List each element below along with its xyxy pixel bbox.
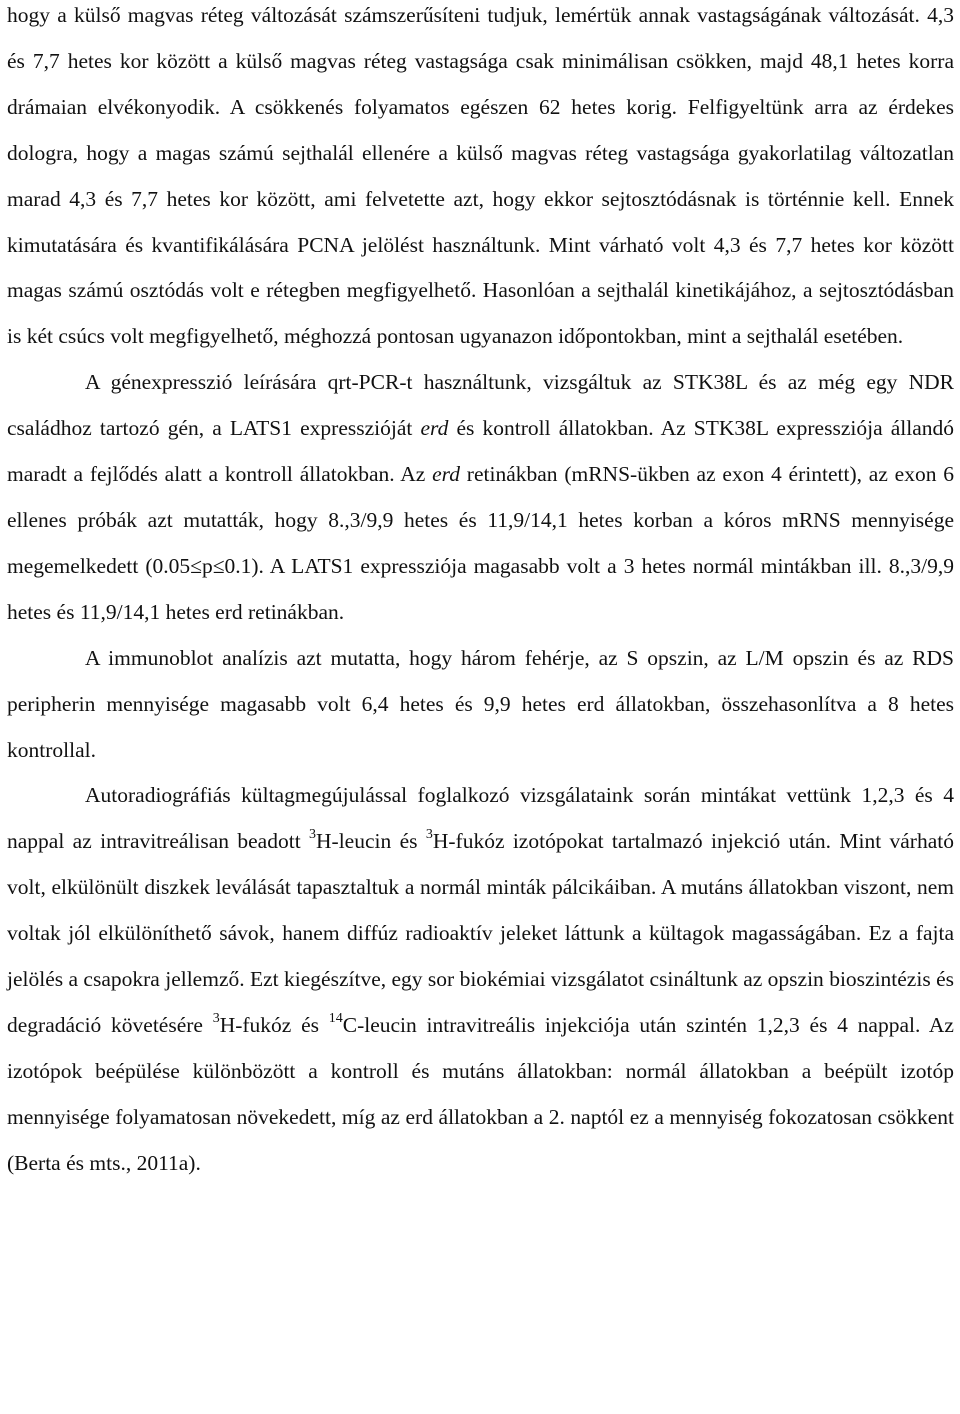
paragraph-gene-expression-text-b: és kontroll állatokban. Az STK38L expressziója állandó maradt a fejlődés alatt a kontroll állatokban. Az <box>7 416 955 487</box>
isotope-superscript-3: 3 <box>212 1010 220 1026</box>
paragraph-outer-nuclear-layer: hogy a külső magvas réteg változását számszerűsíteni tudjuk, lemértük annak vastagságának változását. 4,3 és 7,7 hetes kor között a külső magvas réteg vastagsága csak minimálisan csökken, majd 48,1 hetes korra drámaian elvékonyodik. A csökkenés folyamatos egészen 62 hetes korig. Felfigyeltünk arra az érdekes dologra, hogy a magas számú sejthalál ellenére a külső magvas réteg vastagsága gyakorlatilag változatlan marad 4,3 és 7,7 hetes kor között, ami felvetette azt, hogy ekkor sejtosztódásnak is történnie kell. Ennek kimutatására és kvantifikálására PCNA jelölést használtunk. Mint várható volt 4,3 és 7,7 hetes kor között magas számú osztódás volt e rétegben megfigyelhető. Hasonlóan a sejthalál kinetikájához, a sejtosztódásban is két csúcs volt megfigyelhető, méghozzá pontosan ugyanazon időpontokban, mint a sejthalál esetében. <box>7 3 954 349</box>
paragraph-autoradiography <box>7 773 954 1186</box>
paragraph-autoradiography-text-c: H-fukóz izotópokat tartalmazó injekció után. Mint várható volt, elkülönült diszkek leválását tapasztaltuk a normál minták pálcikáiban. A mutáns állatokban viszont, nem voltak jól elkülöníthető sávok, hanem diffúz radioaktív jeleket láttunk a kültagok magasságában. Ez a fajta jelölés a csapokra jellemző. Ezt kiegészítve, egy sor biokémiai vizsgálatot csináltunk az opszin bioszintézis és degradáció követésére <box>7 829 954 1037</box>
isotope-superscript-2: 3 <box>425 827 433 843</box>
paragraph-gene-expression <box>7 360 954 635</box>
paragraph-autoradiography-text-d: H-fukóz és <box>219 1012 329 1037</box>
paragraph-autoradiography-text-b: H-leucin és <box>316 829 426 854</box>
paragraph-gene-expression-text-c: retinákban (mRNS-ükben az exon 4 érintett), az exon 6 ellenes próbák azt mutatták, hogy 8.,3/9,9 hetes és 11,9/14,1 hetes korban a kóros mRNS mennyisége megemelkedett (0.05≤p≤0.1). A LATS1 expressziója magasabb volt a 3 hetes normál mintákban ill. 8.,3/9,9 hetes és 11,9/14,1 hetes erd retinákban. <box>7 462 955 624</box>
erd-italic-2: erd <box>432 462 460 487</box>
paragraph-gene-expression-text-a: A génexpresszió leírására qrt-PCR-t használtunk, vizsgáltuk az STK38L és az még egy NDR családhoz tartozó gén, a LATS1 expresszióját <box>7 370 954 441</box>
isotope-superscript-1: 3 <box>309 827 317 843</box>
paragraph-autoradiography-text-e: C-leucin intravitreális injekciója után szintén 1,2,3 és 4 nappal. Az izotópok beépülése különbözött a kontroll és mutáns állatokban: normál állatokban a beépült izotóp mennyisége folyamatosan növekedett, míg az erd állatokban a 2. naptól ez a mennyiség fokozatosan csökkent (Berta és mts., 2011a). <box>7 1012 954 1175</box>
isotope-superscript-4: 14 <box>328 1010 343 1026</box>
paragraph-autoradiography-text-a: Autoradiográfiás kültagmegújulással foglalkozó vizsgálataink során mintákat vettünk 1,2,3 és 4 nappal az intravitreálisan beadott <box>7 783 954 854</box>
paragraph-immunoblot: A immunoblot analízis azt mutatta, hogy három fehérje, az S opszin, az L/M opszin és az RDS peripherin mennyisége magasabb volt 6,4 hetes és 9,9 hetes erd állatokban, összehasonlítva a 8 hetes kontrollal. <box>7 645 954 762</box>
erd-italic-1: erd <box>420 416 449 441</box>
